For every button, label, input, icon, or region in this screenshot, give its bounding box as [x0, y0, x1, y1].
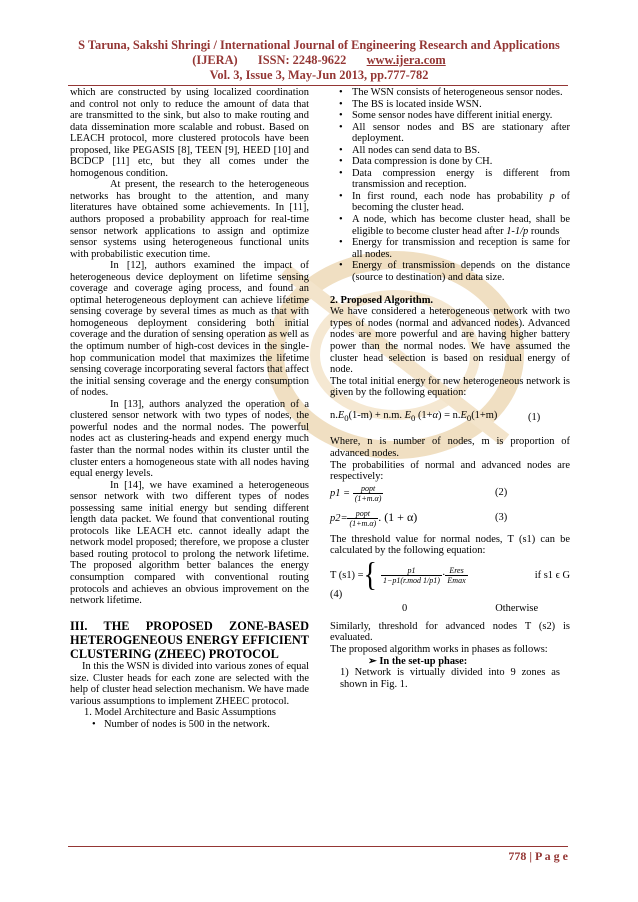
bullet-item: • A node, which has become cluster head, shall be eligible to become cluster head after 1-1/p rounds [330, 214, 570, 237]
journal-header [0, 38, 638, 84]
numbered-list-item: 1. Model Architecture and Basic Assumptions [84, 707, 276, 719]
bullet-list [70, 719, 309, 731]
bullet-item: • Data compression energy is different from transmission and reception. [330, 168, 570, 191]
right-column [330, 87, 570, 690]
assumptions-list [330, 87, 570, 283]
paragraph: The proposed algorithm works in phases as follows: [330, 643, 548, 655]
bullet-item: • Energy of transmission depends on the distance (source to destination) and data size. [330, 260, 570, 283]
header-journal-abbr: (IJERA) [192, 53, 238, 68]
equation-number: (2) [495, 487, 508, 499]
equation-1: $n.E_0(1-m) + n.m$. $E_0$ $(1+\alpha) = n.E_0(1+m)$ (1) [330, 410, 570, 425]
bullet-item: • The WSN consists of heterogeneous sensor nodes. [330, 87, 570, 99]
paragraph: The probabilities of normal and advanced nodes are respectively: [330, 459, 570, 483]
header-issn: ISSN: 2248-9622 [257, 53, 347, 68]
bullet-item: • All nodes can send data to BS. [330, 145, 570, 157]
paragraph: At present, the research to the heterogeneous networks has brought to the attention, and many literatures have obtained some achievements. In [11], authors proposed a probability approach for real-time sensor network applications to assign and optimize sensor systems using heterogeneous functional units with probabilistic execution time. [70, 179, 309, 260]
left-column [70, 87, 309, 731]
bullet-item: • In first round, each node has probability p of becoming the cluster head. [330, 191, 570, 214]
paragraph: In [13], authors analyzed the operation of a clustered sensor network with two types of nodes, the powerful nodes and the normal nodes. The powerful nodes act as clustering-heads and expend energy much faster than the normal nodes within its cluster until the cluster enters a homogeneous state with all nodes having equal energy levels. [70, 398, 309, 480]
equation-number: (1) [528, 411, 541, 423]
bullet-item: • Some sensor nodes have different initial energy. [330, 110, 570, 122]
bullet-item: • The BS is located inside WSN. [330, 99, 570, 111]
section-heading: III. THE PROPOSED ZONE-BASED HETEROGENEOUS ENERGY EFFICIENT CLUSTERING (ZHEEC) PROTOCOL [70, 618, 309, 662]
paragraph: In [12], authors examined the impact of heterogeneous device deployment on lifetime sensing coverage and coverage aging process, and found an optimal heterogeneous deployment can achieve lifetime sensing coverage by several times as much as that with homogeneous deployment considering both initial coverage and the duration of sensing operation as well as the optimum number of high-cost devices in the single-hop communication model that maximizes the lifetime sensing coverage incorporating several factors that affect the initial sensing coverage and the energy consumption of nodes. [70, 260, 309, 399]
equation-number: (3) [495, 512, 508, 524]
header-website-link[interactable]: www.ijera.com [366, 53, 446, 68]
paragraph: Similarly, threshold for advanced nodes T (s2) is evaluated. [330, 620, 570, 644]
equation-4: T (s1) = { $\frac{p1}{\text{1−p1(r.mod 1/p1)}}$ · $\frac{\text{Eres}}{Emax}$ if s1 ϵ G (4) 0 Otherwise [330, 556, 570, 615]
bullet-item: • All sensor nodes and BS are stationary after deployment. [330, 122, 570, 145]
paragraph: Where, n is number of nodes, m is proportion of advanced nodes. [330, 436, 570, 460]
header-volume: Vol. 3, Issue 3, May-Jun 2013, pp.777-782 [209, 68, 429, 83]
paragraph: In [14], we have examined a heterogeneous sensor network with two different types of nodes possessing same initial energy but sending different length data packet. We found that conventional routing protocols like LEACH etc. cannot ideally adapt the network model proposed; therefore, we propose a cluster based routing protocol to prolong the network lifetime. The proposed algorithm better balances the energy consumption compared with conventional routing protocols and achieves an obvious improvement on the network lifetime. [70, 479, 309, 607]
header-authors-journal: S Taruna, Sakshi Shringi / International Journal of Engineering Research and Applications [78, 38, 560, 52]
phase-heading: ➢ In the set-up phase: [368, 655, 468, 667]
page-number: 778 | P a g e [508, 849, 568, 863]
arrow-bullet-icon: ➢ [368, 655, 380, 667]
subsection-heading: 2. Proposed Algorithm. [330, 294, 434, 306]
bullet-item: • Data compression is done by CH. [330, 156, 570, 168]
phase-item: 1) Network is virtually divided into 9 zones as shown in Fig. 1. [340, 667, 560, 690]
footer-rule [68, 846, 568, 847]
equation-number: (4) [330, 588, 343, 600]
paragraph: The threshold value for normal nodes, T (s1) can be calculated by the following equation: [330, 533, 570, 557]
header-rule [68, 85, 568, 86]
paragraph: which are constructed by using localized coordination and control not only to reduce the amount of data that are transmitted to the sink, but also to make routing and data dissemination more scalable and robust. Based on LEACH protocol, more clustered protocols have been proposed, like PEGASIS [8], TEEN [9], HEED [10] and BCDCP [11] etc, but they all comes under the homogenous condition. [70, 87, 309, 179]
equation-2: p1 = $\frac{\text{popt}}{(1+m.\alpha)}$ (2) [330, 484, 570, 503]
paragraph: In this the WSN is divided into various zones of equal size. Cluster heads for each zone are selected with the help of cluster head selection mechanism. We have made various assumptions to implement ZHEEC protocol. [70, 661, 309, 707]
bullet-item: • Energy for transmission and reception is same for all nodes. [330, 237, 570, 260]
equation-3: p2= $\frac{\text{popt}}{(1+m.\alpha)}$ . (1 + α) (3) [330, 509, 570, 528]
paragraph: The total initial energy for new heterogeneous network is given by the following equation: [330, 375, 570, 399]
paragraph: We have considered a heterogeneous network with two types of nodes (normal and advanced nodes). Advanced nodes are more powerful and are having higher battery power than the normal nodes. We have assumed the cluster head selection is based on residual energy of node. [330, 306, 570, 376]
bullet-item: • Number of nodes is 500 in the network. [92, 719, 309, 731]
